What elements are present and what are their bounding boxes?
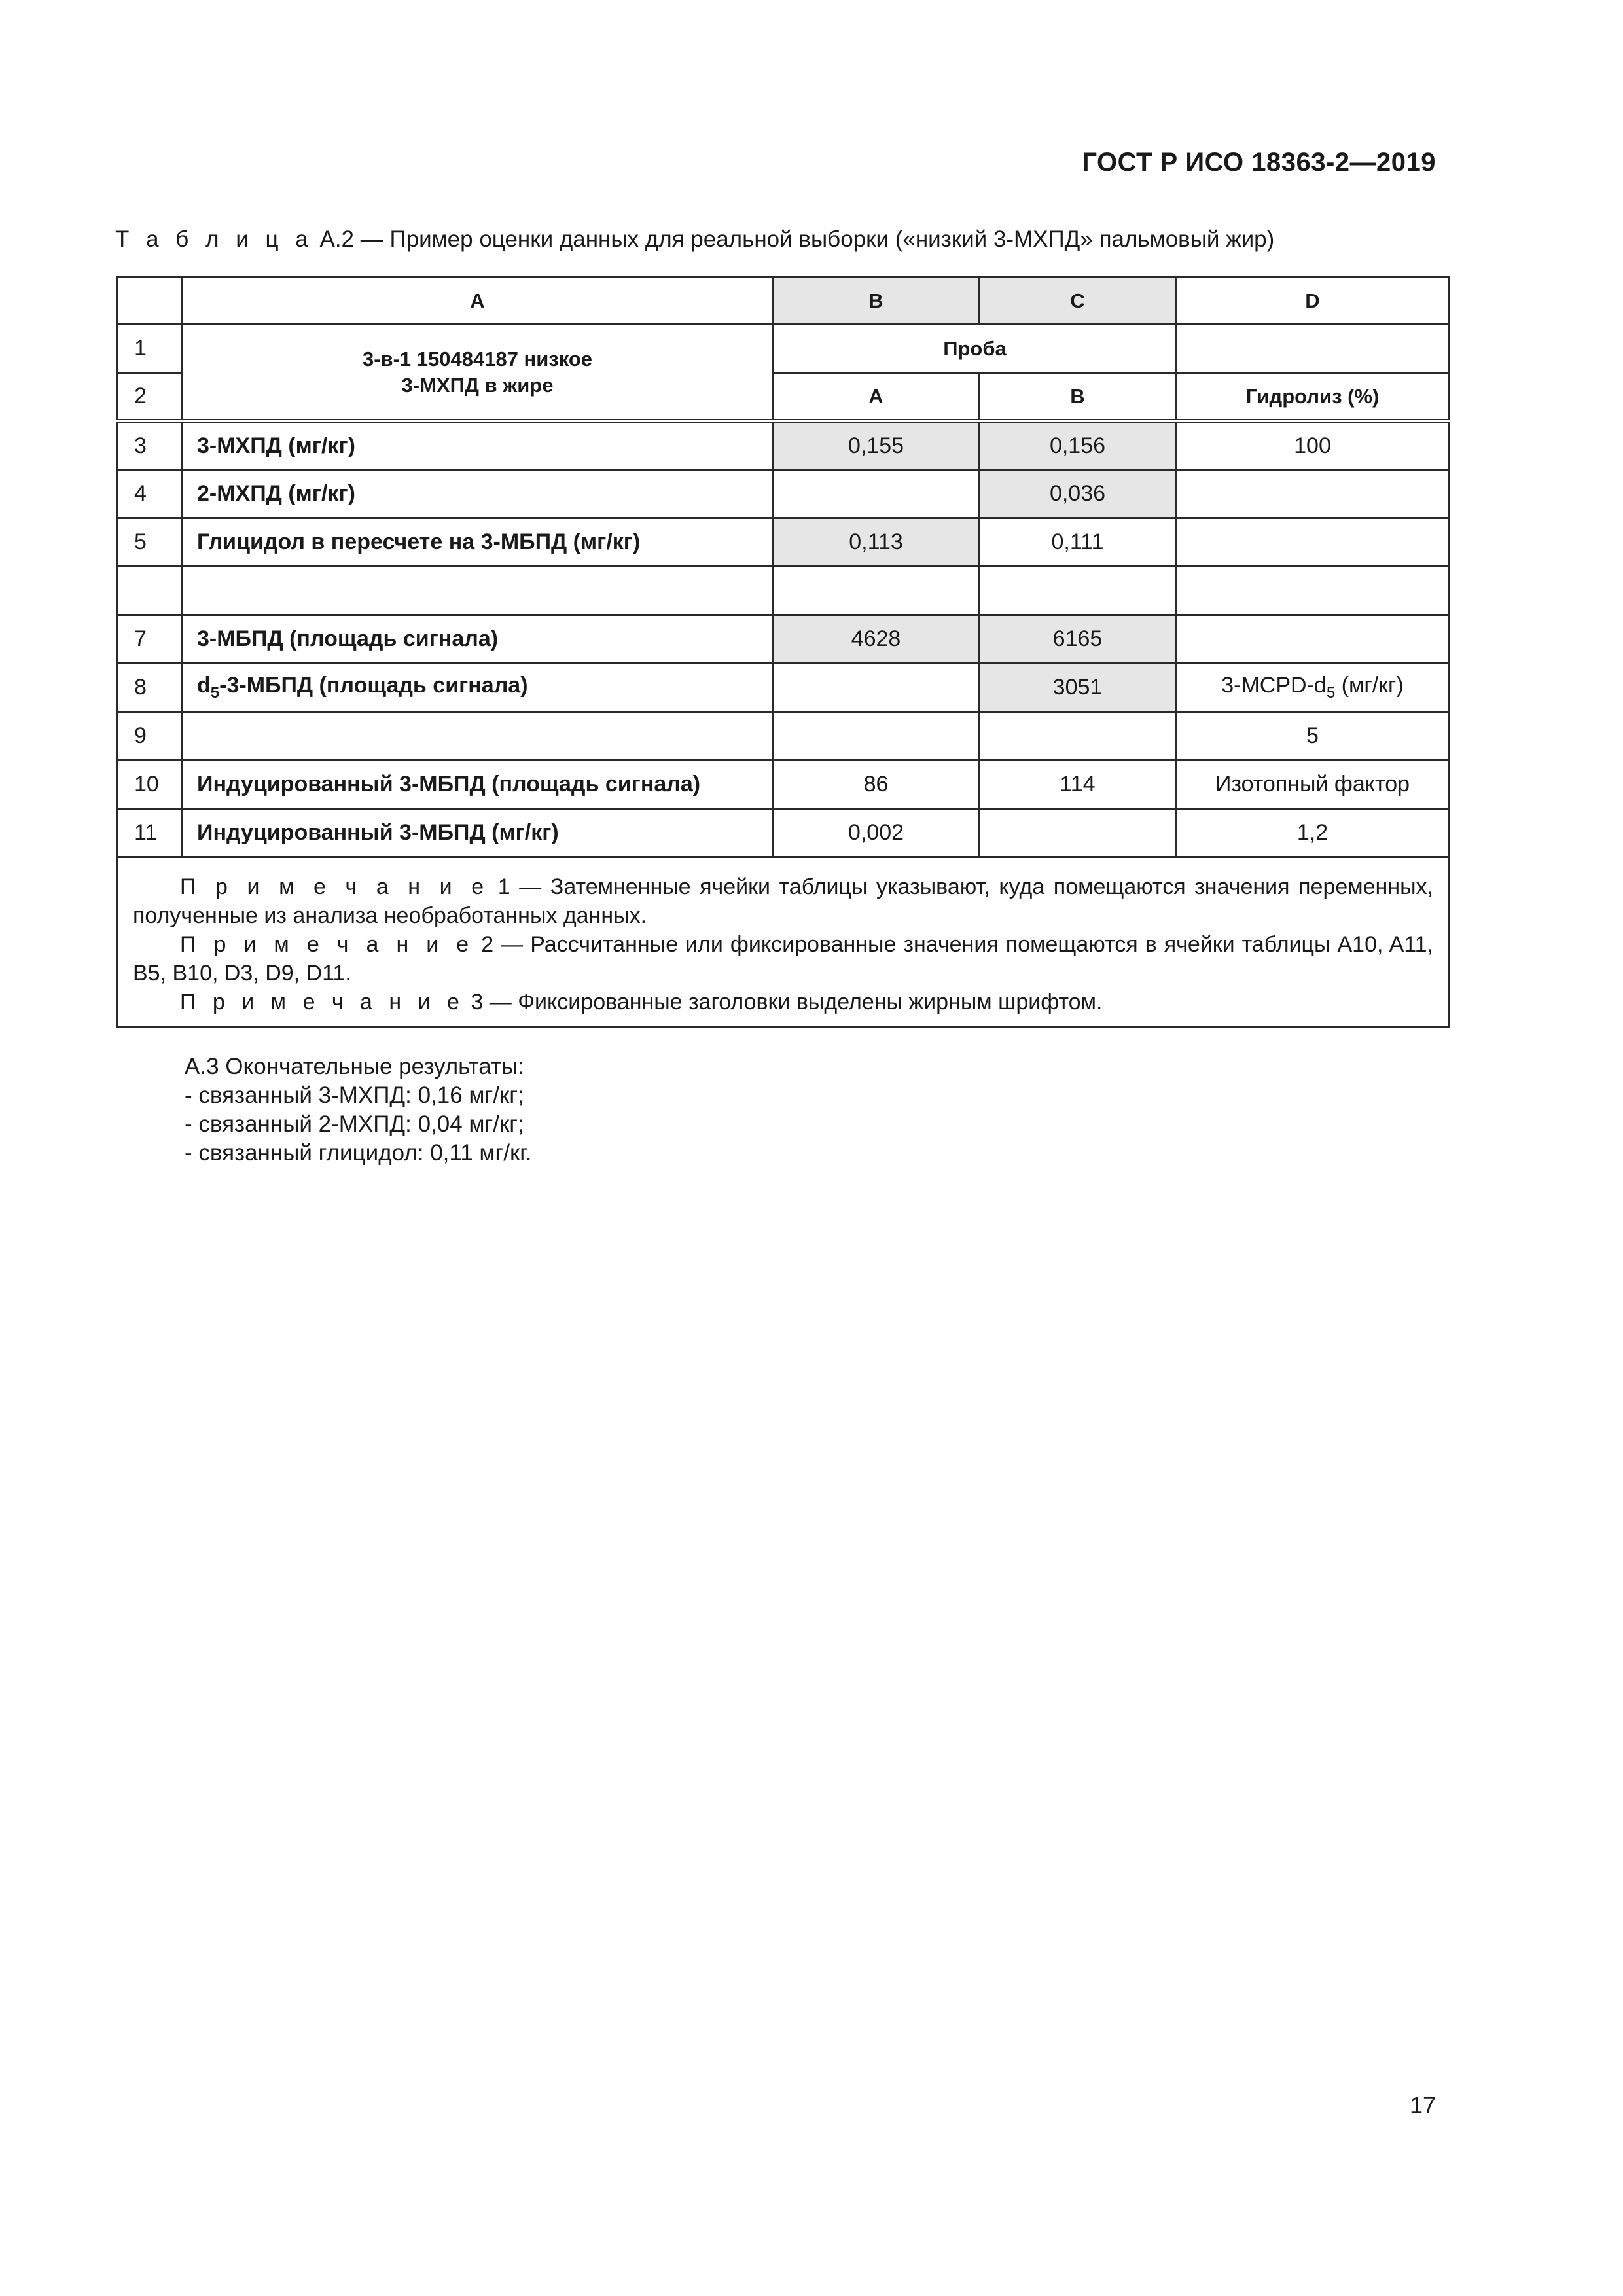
sample-a-header: A	[774, 373, 979, 422]
sample-name-cell	[182, 325, 774, 422]
row-label	[182, 664, 774, 712]
final-results	[185, 1052, 532, 1168]
table-row	[118, 422, 1449, 470]
result-item: - связанный глицидол: 0,11 мг/кг.	[185, 1140, 532, 1166]
cell-d: Изотопный фактор	[1177, 761, 1449, 809]
note-text: 2 — Рассчитанные или фиксированные значения помещаются в ячейки таблицы A10, A11, B5, B10, D3, D9, D11.	[133, 932, 1433, 986]
table-row	[118, 664, 1449, 712]
col-header-d: D	[1177, 278, 1449, 325]
col-header-b: B	[774, 278, 979, 325]
row-number: 2	[118, 373, 182, 422]
row-label	[182, 567, 774, 615]
row-number: 5	[118, 518, 182, 567]
cell-c	[979, 567, 1177, 615]
cell-c: 3051	[979, 664, 1177, 712]
hydrolysis-header: Гидролиз (%)	[1177, 373, 1449, 422]
note-prefix: П р и м е ч а н и е	[180, 990, 465, 1014]
notes-cell	[118, 857, 1449, 1027]
note-prefix: П р и м е ч а н и е	[180, 874, 490, 899]
cell-d: 5	[1177, 712, 1449, 761]
cell-c: 6165	[979, 615, 1177, 664]
cell-b: 4628	[774, 615, 979, 664]
standard-header: ГОСТ Р ИСО 18363-2—2019	[1082, 148, 1436, 177]
table-caption-text: А.2 — Пример оценки данных для реальной выборки («низкий 3-МХПД» пальмовый жир)	[319, 226, 1275, 252]
row-label: Индуцированный 3-МБПД (площадь сигнала)	[182, 761, 774, 809]
row-label-rest: -3-МБПД (площадь сигнала)	[219, 673, 528, 698]
cell-d	[1177, 664, 1449, 712]
page-number: 17	[1409, 2092, 1436, 2119]
cell-d: 1,2	[1177, 809, 1449, 857]
row-label-prefix: d	[197, 673, 211, 698]
cell-b	[774, 712, 979, 761]
table-row	[118, 809, 1449, 857]
row-label: 2-МХПД (мг/кг)	[182, 470, 774, 518]
row-number	[118, 567, 182, 615]
notes-row	[118, 857, 1449, 1027]
cell-b: 86	[774, 761, 979, 809]
col-header-c: C	[979, 278, 1177, 325]
cell-d-subscript: 5	[1326, 684, 1336, 702]
note-text: 1 — Затемненные ячейки таблицы указывают, куда помещаются значения переменных, полученные из анализа необработанных данных.	[133, 874, 1433, 928]
row-number: 4	[118, 470, 182, 518]
empty-cell	[1177, 325, 1449, 373]
table-row	[118, 712, 1449, 761]
column-header-row	[118, 278, 1449, 325]
cell-d: 100	[1177, 422, 1449, 470]
cell-c: 0,156	[979, 422, 1177, 470]
col-header-a: A	[182, 278, 774, 325]
row-label: Индуцированный 3-МБПД (мг/кг)	[182, 809, 774, 857]
table-row	[118, 518, 1449, 567]
cell-c: 0,036	[979, 470, 1177, 518]
sample-name-line2: 3-МХПД в жире	[401, 373, 554, 397]
row-number: 8	[118, 664, 182, 712]
table-row	[118, 567, 1449, 615]
cell-d	[1177, 567, 1449, 615]
cell-d-post: (мг/кг)	[1335, 673, 1404, 698]
table-row	[118, 470, 1449, 518]
table-row	[118, 761, 1449, 809]
row-number: 3	[118, 422, 182, 470]
cell-b: 0,155	[774, 422, 979, 470]
table-caption	[115, 226, 1274, 253]
table-row	[118, 615, 1449, 664]
row-label: 3-МХПД (мг/кг)	[182, 422, 774, 470]
row-number: 7	[118, 615, 182, 664]
note-prefix: П р и м е ч а н и е	[180, 932, 474, 957]
cell-b	[774, 470, 979, 518]
cell-b	[774, 664, 979, 712]
row-number: 9	[118, 712, 182, 761]
results-title: А.3 Окончательные результаты:	[185, 1054, 524, 1079]
row-number: 11	[118, 809, 182, 857]
note-text: 3 — Фиксированные заголовки выделены жирным шрифтом.	[464, 990, 1103, 1014]
row-label	[182, 712, 774, 761]
cell-b: 0,002	[774, 809, 979, 857]
sample-header: Проба	[774, 325, 1177, 373]
cell-c	[979, 712, 1177, 761]
data-table	[116, 276, 1450, 1028]
cell-c: 114	[979, 761, 1177, 809]
table-note	[133, 988, 1433, 1016]
row-label-subscript: 5	[210, 684, 220, 702]
cell-c	[979, 809, 1177, 857]
cell-b	[774, 567, 979, 615]
corner-cell	[118, 278, 182, 325]
result-item: - связанный 3-МХПД: 0,16 мг/кг;	[185, 1083, 524, 1108]
row-label: Глицидол в пересчете на 3-МБПД (мг/кг)	[182, 518, 774, 567]
cell-c: 0,111	[979, 518, 1177, 567]
table-caption-prefix: Т а б л и ц а	[115, 226, 313, 252]
sample-b-header: B	[979, 373, 1177, 422]
cell-d	[1177, 615, 1449, 664]
sample-name-line1: 3-в-1 150484187 низкое	[362, 347, 593, 370]
row-label: 3-МБПД (площадь сигнала)	[182, 615, 774, 664]
cell-d-pre: 3-MCPD-d	[1221, 673, 1327, 698]
cell-d	[1177, 518, 1449, 567]
table-note	[133, 930, 1433, 988]
result-item: - связанный 2-МХПД: 0,04 мг/кг;	[185, 1111, 524, 1137]
row-number: 10	[118, 761, 182, 809]
table-note	[133, 872, 1433, 930]
table-row	[118, 325, 1449, 373]
row-number: 1	[118, 325, 182, 373]
cell-b: 0,113	[774, 518, 979, 567]
cell-d	[1177, 470, 1449, 518]
